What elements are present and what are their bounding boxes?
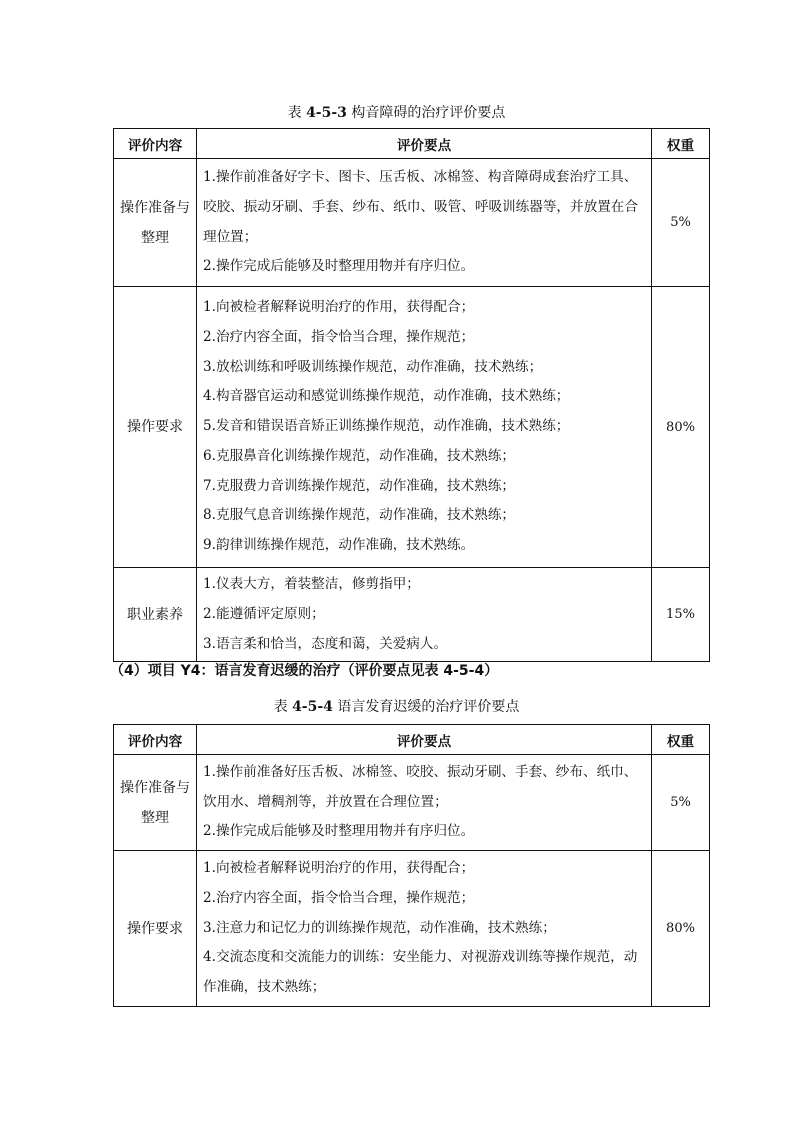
weight-cell: 15% [652, 568, 710, 662]
table-row [114, 287, 710, 568]
caption-prefix: 表 [273, 699, 293, 715]
point-item: 2.操作完成后能够及时整理用物并有序归位。 [203, 258, 475, 275]
point-item: 1.操作前准备好压舌板、冰棉签、咬胶、振动牙刷、手套、纱布、纸巾、饮用水、增稠剂等，并放置在合理位置； [203, 763, 638, 810]
evaluation-table [113, 724, 710, 1007]
point-item: 1.向被检者解释说明治疗的作用，获得配合； [203, 860, 475, 876]
point-item: 4.构音器官运动和感觉训练操作规范，动作准确，技术熟练； [203, 388, 570, 405]
header-content: 评价内容 [114, 129, 197, 159]
point-item: 2.治疗内容全面，指令恰当合理，操作规范； [203, 889, 475, 906]
point-item: 3.语言柔和恰当，态度和蔼，关爱病人。 [203, 635, 448, 652]
point-item: 1.操作前准备好字卡、图卡、压舌板、冰棉签、构音障碍成套治疗工具、咬胶、振动牙刷、手套、纱布、纸巾、吸管、呼吸训练器等，并放置在合理位置； [203, 168, 638, 245]
category-cell: 操作准备与整理 [114, 159, 197, 287]
table-header-row [114, 129, 710, 159]
evaluation-table [113, 128, 710, 662]
table-caption [0, 698, 793, 716]
points-cell [197, 851, 652, 1007]
table-row [114, 755, 710, 851]
weight-cell: 80% [652, 851, 710, 1007]
caption-text: 语言发育迟缓的治疗评价要点 [332, 699, 520, 715]
points-cell [197, 755, 652, 851]
weight-cell: 80% [652, 287, 710, 568]
header-weight: 权重 [652, 129, 710, 159]
section-heading: （4）项目 Y4：语言发育迟缓的治疗（评价要点见表 4-5-4） [110, 663, 499, 679]
category-cell: 操作要求 [114, 287, 197, 568]
point-item: 2.治疗内容全面，指令恰当合理，操作规范； [203, 328, 475, 345]
category-cell: 职业素养 [114, 568, 197, 662]
weight-cell: 5% [652, 755, 710, 851]
point-item: 4.交流态度和交流能力的训练：安坐能力、对视游戏训练等操作规范，动作准确，技术熟练； [203, 949, 638, 996]
point-item: 8.克服气息音训练操作规范，动作准确，技术熟练； [203, 507, 516, 524]
point-item: 1.向被检者解释说明治疗的作用，获得配合； [203, 298, 475, 315]
points-cell [197, 287, 652, 568]
header-points: 评价要点 [197, 129, 652, 159]
weight-cell: 5% [652, 159, 710, 287]
caption-text: 构音障碍的治疗评价要点 [346, 105, 506, 121]
points-cell [197, 568, 652, 662]
caption-number: 4-5-4 [292, 699, 333, 715]
table-header-row [114, 725, 710, 755]
table-caption [0, 104, 793, 122]
point-item: 2.能遵循评定原则； [203, 605, 325, 622]
point-item: 3.注意力和记忆力的训练操作规范，动作准确，技术熟练； [203, 919, 556, 936]
point-item: 2.操作完成后能够及时整理用物并有序归位。 [203, 823, 475, 840]
point-item: 9.韵律训练操作规范，动作准确，技术熟练。 [203, 537, 475, 554]
header-weight: 权重 [652, 725, 710, 755]
point-item: 1.仪表大方，着装整洁，修剪指甲； [203, 576, 420, 592]
point-item: 3.放松训练和呼吸训练操作规范，动作准确，技术熟练； [203, 358, 543, 375]
header-points: 评价要点 [197, 725, 652, 755]
table-row [114, 568, 710, 662]
points-cell [197, 159, 652, 287]
caption-number: 4-5-3 [306, 105, 347, 121]
table-row [114, 159, 710, 287]
category-cell: 操作要求 [114, 851, 197, 1007]
point-item: 5.发音和错误语音矫正训练操作规范，动作准确，技术熟练； [203, 418, 570, 435]
header-content: 评价内容 [114, 725, 197, 755]
category-cell: 操作准备与整理 [114, 755, 197, 851]
point-item: 6.克服鼻音化训练操作规范，动作准确，技术熟练； [203, 447, 516, 464]
table-row [114, 851, 710, 1007]
caption-prefix: 表 [287, 105, 307, 121]
point-item: 7.克服费力音训练操作规范，动作准确，技术熟练； [203, 477, 516, 494]
